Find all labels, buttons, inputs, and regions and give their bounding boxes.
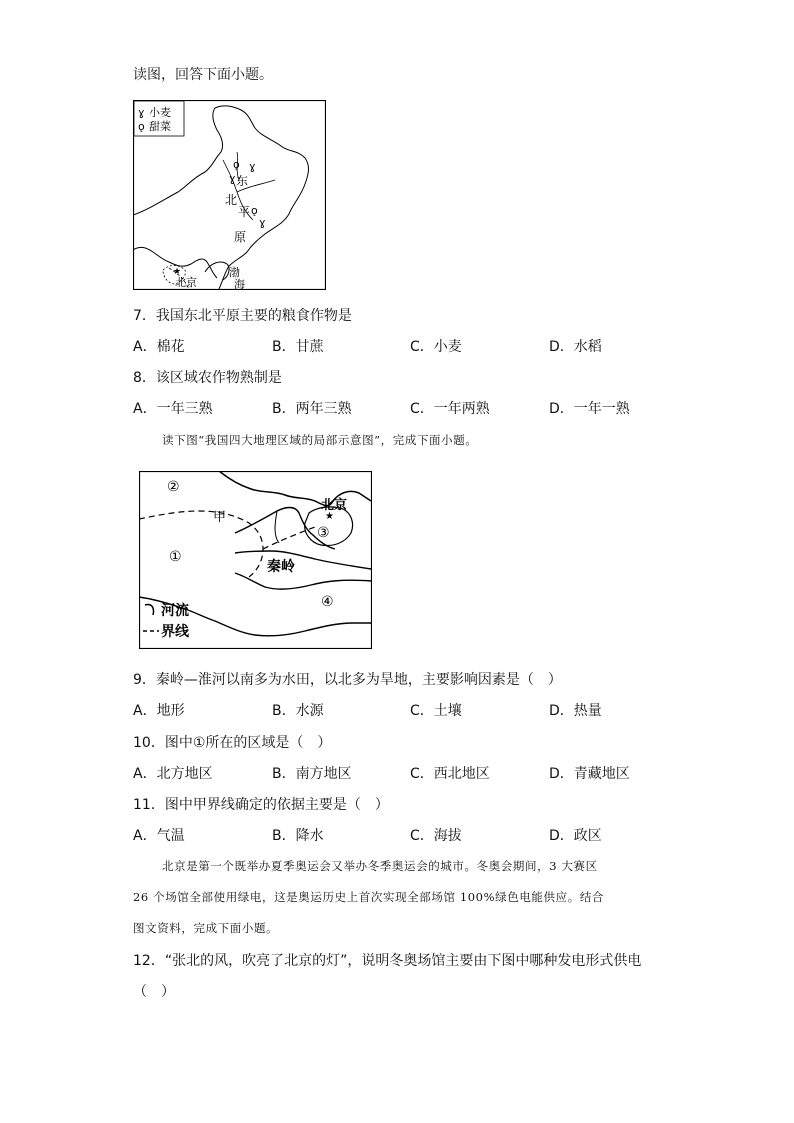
question-10: 10．图中①所在的区域是（ ） xyxy=(133,735,332,751)
q7-option-c[interactable]: C．小麦 xyxy=(410,339,462,355)
intro-text-3-line-3: 图文资料，完成下面小题。 xyxy=(133,921,279,935)
svg-text:河流: 河流 xyxy=(161,603,189,619)
q7-option-a[interactable]: A．棉花 xyxy=(133,339,185,355)
q8-option-a[interactable]: A．一年三熟 xyxy=(133,401,213,417)
svg-text:★: ★ xyxy=(325,511,334,522)
beet-icon: ǫ xyxy=(138,120,145,133)
q7-option-b[interactable]: B．甘蔗 xyxy=(272,339,324,355)
svg-text:ǫ: ǫ xyxy=(233,158,240,171)
question-9: 9．秦岭—淮河以南多为水田，以北多为旱地，主要影响因素是（ ） xyxy=(133,672,562,688)
svg-text:甲: 甲 xyxy=(213,510,227,525)
svg-text:北京: 北京 xyxy=(321,498,348,513)
question-11: 11．图中甲界线确定的依据主要是（ ） xyxy=(133,797,389,813)
question-7: 7．我国东北平原主要的粮食作物是 xyxy=(133,308,352,324)
northeast-plain-map xyxy=(133,100,326,290)
svg-text:③: ③ xyxy=(317,525,330,541)
intro-text-3-line-1: 北京是第一个既举办夏季奥运会又举办冬季奥运会的城市。冬奥会期间，3 大赛区 xyxy=(162,859,598,873)
svg-text:②: ② xyxy=(167,479,180,495)
q8-option-b[interactable]: B．两年三熟 xyxy=(272,401,352,417)
q11-option-b[interactable]: B．降水 xyxy=(272,828,324,844)
question-12: 12．“张北的风，吹亮了北京的灯”，说明冬奥场馆主要由下图中哪种发电形式供电 xyxy=(133,953,642,969)
q10-option-d[interactable]: D．青藏地区 xyxy=(549,766,630,782)
q8-option-c[interactable]: C．一年两熟 xyxy=(410,401,490,417)
svg-text:①: ① xyxy=(169,549,182,565)
q11-option-d[interactable]: D．政区 xyxy=(549,828,602,844)
q10-option-a[interactable]: A．北方地区 xyxy=(133,766,213,782)
svg-text:④: ④ xyxy=(321,594,334,610)
svg-text:平: 平 xyxy=(238,205,251,219)
svg-text:原: 原 xyxy=(234,230,247,244)
intro-text-1: 读图，回答下面小题。 xyxy=(133,67,273,83)
svg-text:ɣ: ɣ xyxy=(249,160,256,173)
svg-text:ɣ: ɣ xyxy=(259,216,266,229)
legend-beet: 甜菜 xyxy=(149,120,171,133)
q9-option-d[interactable]: D．热量 xyxy=(549,703,602,719)
four-regions-map xyxy=(139,471,372,649)
svg-text:海: 海 xyxy=(234,278,245,290)
legend-wheat: 小麦 xyxy=(149,106,171,119)
q9-option-b[interactable]: B．水源 xyxy=(272,703,324,719)
svg-text:北京: 北京 xyxy=(175,276,197,289)
q10-option-c[interactable]: C．西北地区 xyxy=(410,766,490,782)
q10-option-b[interactable]: B．南方地区 xyxy=(272,766,352,782)
wheat-icon: ɣ xyxy=(138,106,145,119)
svg-text:渤: 渤 xyxy=(229,266,240,279)
q9-option-a[interactable]: A．地形 xyxy=(133,703,185,719)
q11-option-c[interactable]: C．海拔 xyxy=(410,828,462,844)
svg-text:秦岭: 秦岭 xyxy=(267,559,295,575)
svg-text:ɣ: ɣ xyxy=(229,172,236,185)
intro-text-2: 读下图“我国四大地理区域的局部示意图”，完成下面小题。 xyxy=(162,433,478,447)
svg-text:★: ★ xyxy=(173,267,182,277)
svg-text:界线: 界线 xyxy=(161,624,189,640)
svg-text:东: 东 xyxy=(236,174,249,188)
q9-option-c[interactable]: C．土壤 xyxy=(410,703,462,719)
intro-text-3-line-2: 26 个场馆全部使用绿电，这是奥运历史上首次实现全部场馆 100%绿色电能供应。结合 xyxy=(133,890,605,904)
question-8: 8．该区域农作物熟制是 xyxy=(133,370,282,386)
q8-option-d[interactable]: D．一年一熟 xyxy=(549,401,630,417)
q11-option-a[interactable]: A．气温 xyxy=(133,828,185,844)
q7-option-d[interactable]: D．水稻 xyxy=(549,339,602,355)
svg-text:ǫ: ǫ xyxy=(251,204,258,217)
svg-text:北: 北 xyxy=(225,193,238,207)
question-12-answer-paren: （ ） xyxy=(133,984,175,1000)
